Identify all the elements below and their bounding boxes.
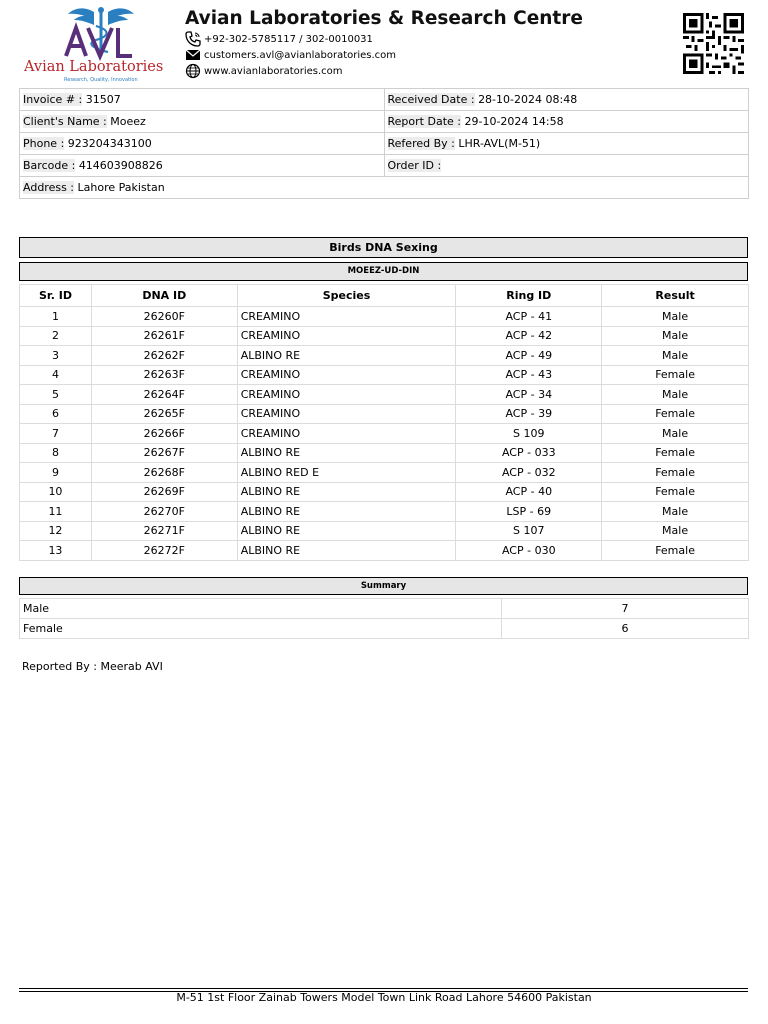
sr-id-cell: 13 [20, 541, 92, 561]
received-date-value: 28-10-2024 08:48 [478, 93, 578, 106]
result-cell: Male [602, 502, 749, 522]
species-cell: ALBINO RED E [237, 463, 456, 483]
result-cell: Female [602, 463, 749, 483]
website-text[interactable]: www.avianlaboratories.com [204, 65, 343, 77]
result-cell: Female [602, 365, 749, 385]
summary-row [20, 619, 749, 639]
dna-id-cell: 26261F [91, 326, 237, 346]
result-cell: Female [602, 541, 749, 561]
summary-label: Female [20, 619, 502, 639]
table-row [20, 404, 749, 424]
email-text[interactable]: customers.avl@avianlaboratories.com [204, 49, 397, 61]
ring-id-cell: ACP - 42 [456, 326, 602, 346]
table-row [20, 521, 749, 541]
ring-id-cell: S 109 [456, 424, 602, 444]
dna-id-cell: 26260F [91, 307, 237, 327]
col-header-dna-id: DNA ID [91, 285, 237, 307]
table-row [20, 424, 749, 444]
barcode-label: Barcode : [23, 159, 76, 172]
order-id-label: Order ID : [387, 159, 442, 172]
test-subtitle: MOEEZ-UD-DIN [19, 262, 748, 281]
table-row [20, 346, 749, 366]
phone-label: Phone : [23, 137, 65, 150]
patient-info-table [19, 88, 749, 199]
sr-id-cell: 10 [20, 482, 92, 502]
result-cell: Female [602, 482, 749, 502]
reported-by: Reported By : Meerab AVI [22, 660, 163, 673]
table-row [20, 365, 749, 385]
dna-id-cell: 26268F [91, 463, 237, 483]
website-line [185, 63, 343, 79]
dna-id-cell: 26267F [91, 443, 237, 463]
footer-divider [19, 988, 748, 989]
invoice-label: Invoice # : [23, 93, 83, 106]
sr-id-cell: 6 [20, 404, 92, 424]
table-row [20, 307, 749, 327]
dna-id-cell: 26264F [91, 385, 237, 405]
result-cell: Female [602, 404, 749, 424]
sr-id-cell: 11 [20, 502, 92, 522]
address-label: Address : [23, 181, 75, 194]
ring-id-cell: S 107 [456, 521, 602, 541]
sr-id-cell: 9 [20, 463, 92, 483]
table-row [20, 385, 749, 405]
dna-id-cell: 26263F [91, 365, 237, 385]
invoice-value: 31507 [85, 93, 121, 106]
logo-emblem-icon [24, 4, 179, 84]
refered-by-value: LHR-AVL(M-51) [458, 137, 541, 150]
species-cell: CREAMINO [237, 424, 456, 444]
dna-id-cell: 26270F [91, 502, 237, 522]
report-date-label: Report Date : [387, 115, 461, 128]
barcode-value: 414603908826 [78, 159, 163, 172]
sr-id-cell: 7 [20, 424, 92, 444]
species-cell: ALBINO RE [237, 541, 456, 561]
col-header-species: Species [237, 285, 456, 307]
results-table [19, 284, 749, 561]
refered-by-label: Refered By : [387, 137, 455, 150]
logo-tagline: Research, Quality, Innovation [64, 77, 138, 83]
dna-id-cell: 26265F [91, 404, 237, 424]
phone-icon [185, 31, 201, 47]
dna-id-cell: 26262F [91, 346, 237, 366]
ring-id-cell: ACP - 40 [456, 482, 602, 502]
table-row [20, 326, 749, 346]
result-cell: Female [602, 443, 749, 463]
lab-name: Avian Laboratories & Research Centre [185, 8, 583, 29]
summary-count: 7 [502, 599, 749, 619]
results-header-row [20, 285, 749, 307]
table-row [20, 502, 749, 522]
sr-id-cell: 12 [20, 521, 92, 541]
table-row [20, 443, 749, 463]
sr-id-cell: 3 [20, 346, 92, 366]
species-cell: ALBINO RE [237, 521, 456, 541]
species-cell: CREAMINO [237, 326, 456, 346]
table-row [20, 541, 749, 561]
address-value: Lahore Pakistan [77, 181, 165, 194]
phone-text: +92-302-5785117 / 302-0010031 [204, 33, 373, 45]
species-cell: ALBINO RE [237, 482, 456, 502]
summary-count: 6 [502, 619, 749, 639]
col-header-sr-id: Sr. ID [20, 285, 92, 307]
ring-id-cell: ACP - 032 [456, 463, 602, 483]
table-row [20, 463, 749, 483]
summary-title: Summary [19, 577, 748, 595]
col-header-ring-id: Ring ID [456, 285, 602, 307]
envelope-icon [185, 47, 201, 63]
test-title: Birds DNA Sexing [19, 237, 748, 258]
result-cell: Male [602, 307, 749, 327]
ring-id-cell: ACP - 43 [456, 365, 602, 385]
dna-id-cell: 26271F [91, 521, 237, 541]
report-date-value: 29-10-2024 14:58 [464, 115, 564, 128]
species-cell: CREAMINO [237, 307, 456, 327]
summary-label: Male [20, 599, 502, 619]
sr-id-cell: 5 [20, 385, 92, 405]
species-cell: ALBINO RE [237, 443, 456, 463]
summary-table [19, 598, 749, 639]
globe-icon [185, 63, 201, 79]
ring-id-cell: ACP - 41 [456, 307, 602, 327]
result-cell: Male [602, 346, 749, 366]
dna-id-cell: 26269F [91, 482, 237, 502]
ring-id-cell: ACP - 39 [456, 404, 602, 424]
footer-address: M-51 1st Floor Zainab Towers Model Town Link Road Lahore 54600 Pakistan [176, 991, 592, 1004]
client-name-label: Client's Name : [23, 115, 107, 128]
email-line [185, 47, 396, 63]
result-cell: Male [602, 521, 749, 541]
sr-id-cell: 2 [20, 326, 92, 346]
species-cell: ALBINO RE [237, 502, 456, 522]
table-row [20, 482, 749, 502]
ring-id-cell: ACP - 49 [456, 346, 602, 366]
sr-id-cell: 1 [20, 307, 92, 327]
sr-id-cell: 8 [20, 443, 92, 463]
logo-text: Avian Laboratories [24, 59, 164, 75]
client-name-value: Moeez [110, 115, 146, 128]
species-cell: ALBINO RE [237, 346, 456, 366]
qr-code-icon [682, 13, 745, 74]
sr-id-cell: 4 [20, 365, 92, 385]
dna-id-cell: 26266F [91, 424, 237, 444]
phone-value: 923204343100 [67, 137, 152, 150]
result-cell: Male [602, 424, 749, 444]
ring-id-cell: LSP - 69 [456, 502, 602, 522]
dna-id-cell: 26272F [91, 541, 237, 561]
received-date-label: Received Date : [387, 93, 475, 106]
lab-logo [24, 4, 179, 84]
ring-id-cell: ACP - 033 [456, 443, 602, 463]
ring-id-cell: ACP - 34 [456, 385, 602, 405]
ring-id-cell: ACP - 030 [456, 541, 602, 561]
species-cell: CREAMINO [237, 365, 456, 385]
summary-row [20, 599, 749, 619]
phone-line [185, 31, 373, 47]
col-header-result: Result [602, 285, 749, 307]
result-cell: Male [602, 385, 749, 405]
species-cell: CREAMINO [237, 385, 456, 405]
species-cell: CREAMINO [237, 404, 456, 424]
result-cell: Male [602, 326, 749, 346]
